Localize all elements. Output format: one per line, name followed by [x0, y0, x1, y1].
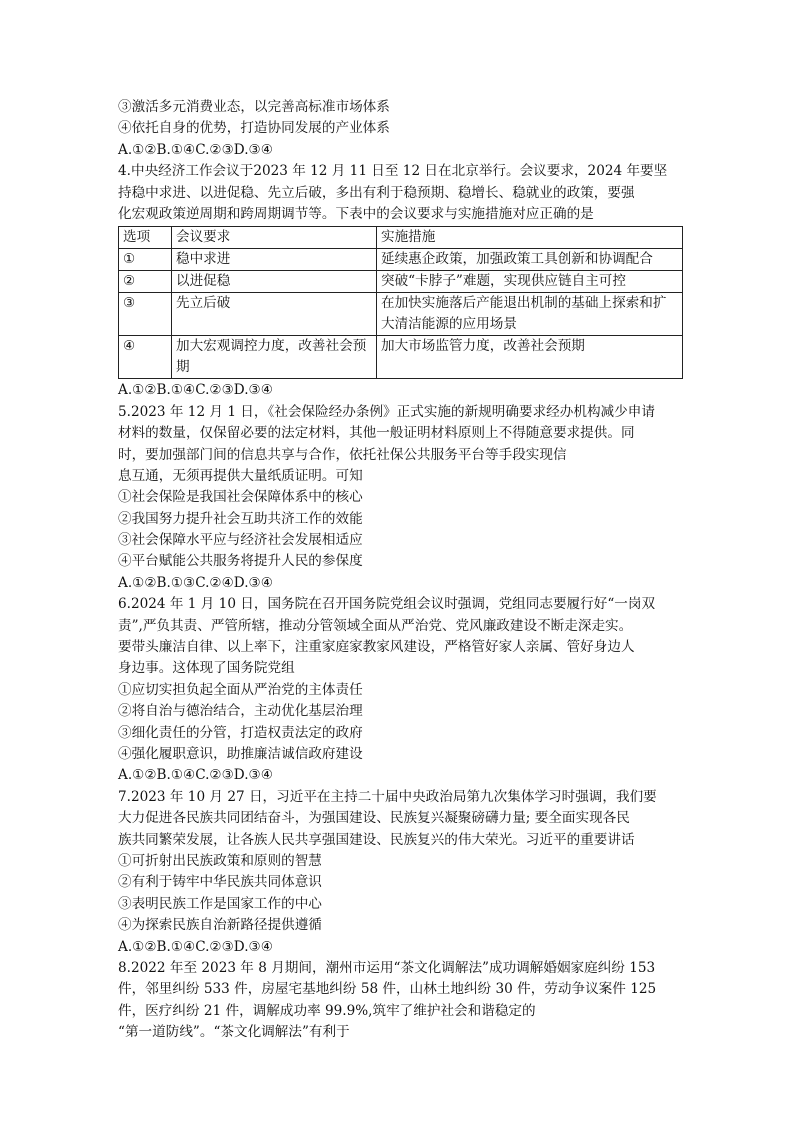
q5-stem-line-3: 时，要加强部门间的信息共享与合作，依托社保公共服务平台等手段实现信	[118, 446, 567, 463]
q4-stem-line-3: 化宏观政策逆周期和跨周期调节等。下表中的会议要求与实施措施对应正确的是	[118, 205, 594, 222]
q5-choices: A.①②B.①③C.②④D.③④	[118, 574, 273, 591]
q5-stem-line-2: 材料的数量，仅保留必要的法定材料，其他一般证明材料原则上不得随意要求提供。同	[118, 425, 635, 442]
q4-table	[118, 226, 683, 379]
q7-option-3: ③表明民族工作是国家工作的中心	[118, 895, 322, 912]
q4-stem-line-2: 持稳中求进、以进促稳、先立后破，多出有利于稳预期、稳增长、稳就业的政策，要强	[118, 184, 635, 201]
q4-table-row	[119, 293, 683, 336]
q6-stem-line-3: 要带头廉洁自律、以上率下，注重家庭家教家风建设，严格管好家人亲属、管好身边人	[118, 639, 635, 656]
q5-stem-line-1: 5.2023 年 12 月 1 日，《社会保险经办条例》正式实施的新规明确要求经办机构减少申请	[118, 403, 655, 420]
question-8	[118, 958, 683, 1044]
question-3-tail	[118, 97, 683, 161]
q6-option-1: ①应切实担负起全面从严治党的主体责任	[118, 681, 363, 698]
q4-table-row	[119, 249, 683, 271]
q4-table-row	[119, 271, 683, 293]
q5-option-2: ②我国努力提升社会互助共济工作的效能	[118, 510, 363, 527]
q6-choices: A.①②B.①④C.②③D.③④	[118, 767, 273, 784]
q6-stem-line-2: 责”,严负其责、严管所辖，推动分管领域全面从严治党、党风廉政建设不断走深走实。	[118, 617, 633, 634]
question-5	[118, 402, 683, 595]
q4-row-2-requirement: 以进促稳	[172, 271, 377, 293]
q7-option-1: ①可折射出民族政策和原则的智慧	[118, 852, 322, 869]
q6-stem-line-4: 身边事。这体现了国务院党组	[118, 660, 295, 677]
q7-stem-line-1: 7.2023 年 10 月 27 日，习近平在主持二十届中央政治局第九次集体学习时强调，我们要	[118, 788, 657, 805]
q4-row-4-option: ④	[119, 336, 172, 379]
q6-stem-line-1: 6.2024 年 1 月 10 日，国务院在召开国务院党组会议时强调，党组同志要履行好“一岗双	[118, 596, 656, 613]
q4-row-2-option: ②	[119, 271, 172, 293]
q4-header-measure: 实施措施	[377, 227, 683, 249]
q7-option-4: ④为探索民族自治新路径提供遵循	[118, 917, 322, 934]
q4-header-requirement: 会议要求	[172, 227, 377, 249]
exam-page	[118, 97, 683, 1043]
q7-stem-line-3: 族共同繁荣发展，让各族人民共享强国建设、民族复兴的伟大荣光。习近平的重要讲话	[118, 831, 635, 848]
q4-row-1-option: ①	[119, 249, 172, 271]
question-6	[118, 594, 683, 787]
q4-stem-line-1: 4.中央经济工作会议于2023 年 12 月 11 日至 12 日在北京举行。会议要求，2024 年要坚	[118, 163, 668, 180]
q4-table-header-row	[119, 227, 683, 249]
q4-row-3-option: ③	[119, 293, 172, 336]
q4-row-1-requirement: 稳中求进	[172, 249, 377, 271]
q8-stem-line-3: 件，医疗纠纷 21 件，调解成功率 99.9%,筑牢了维护社会和谐稳定的	[118, 1002, 536, 1019]
q4-row-3-requirement: 先立后破	[172, 293, 377, 336]
q7-option-2: ②有利于铸牢中华民族共同体意识	[118, 874, 322, 891]
q7-stem-line-2: 大力促进各民族共同团结奋斗，为强国建设、民族复兴凝聚磅礴力量; 要全面实现各民	[118, 810, 630, 827]
q3-option-4: ④依托自身的优势，打造协同发展的产业体系	[118, 120, 390, 137]
q3-option-3: ③激活多元消费业态，以完善高标准市场体系	[118, 99, 390, 115]
q4-row-1-measure: 延续惠企政策，加强政策工具创新和协调配合	[377, 249, 683, 271]
q8-stem-line-4: “第一道防线”。“茶文化调解法”有利于	[118, 1024, 350, 1041]
q5-option-1: ①社会保险是我国社会保障体系中的核心	[118, 489, 363, 506]
q3-choices: A.①②B.①④C.②③D.③④	[118, 141, 273, 158]
q4-row-2-measure: 突破“卡脖子”难题，实现供应链自主可控	[377, 271, 683, 293]
q5-option-4: ④平台赋能公共服务将提升人民的参保度	[118, 553, 363, 570]
q5-stem-line-4: 息互通，无须再提供大量纸质证明。可知	[118, 467, 363, 484]
q4-row-4-requirement: 加大宏观调控力度，改善社会预期	[172, 336, 377, 379]
q4-header-option: 选项	[119, 227, 172, 249]
q6-option-4: ④强化履职意识，助推廉洁诚信政府建设	[118, 745, 363, 762]
q8-stem-line-1: 8.2022 年至 2023 年 8 月期间，潮州市运用“茶文化调解法”成功调解婚姻家庭纠纷 153	[118, 959, 656, 976]
question-4	[118, 161, 683, 402]
q5-option-3: ③社会保障水平应与经济社会发展相适应	[118, 532, 363, 549]
q6-option-2: ②将自治与德治结合，主动优化基层治理	[118, 703, 363, 720]
question-7	[118, 787, 683, 958]
q4-choices: A.①②B.①④C.②③D.③④	[118, 382, 273, 399]
q7-choices: A.①②B.①④C.②③D.③④	[118, 938, 273, 955]
q4-table-row	[119, 336, 683, 379]
q6-option-3: ③细化责任的分管，打造权责法定的政府	[118, 724, 363, 741]
q4-row-3-measure: 在加快实施落后产能退出机制的基础上探索和扩大清洁能源的应用场景	[377, 293, 683, 336]
q4-row-4-measure: 加大市场监管力度，改善社会预期	[377, 336, 683, 379]
q8-stem-line-2: 件，邻里纠纷 533 件，房屋宅基地纠纷 58 件，山林土地纠纷 30 件，劳动争议案件 125	[118, 981, 657, 998]
